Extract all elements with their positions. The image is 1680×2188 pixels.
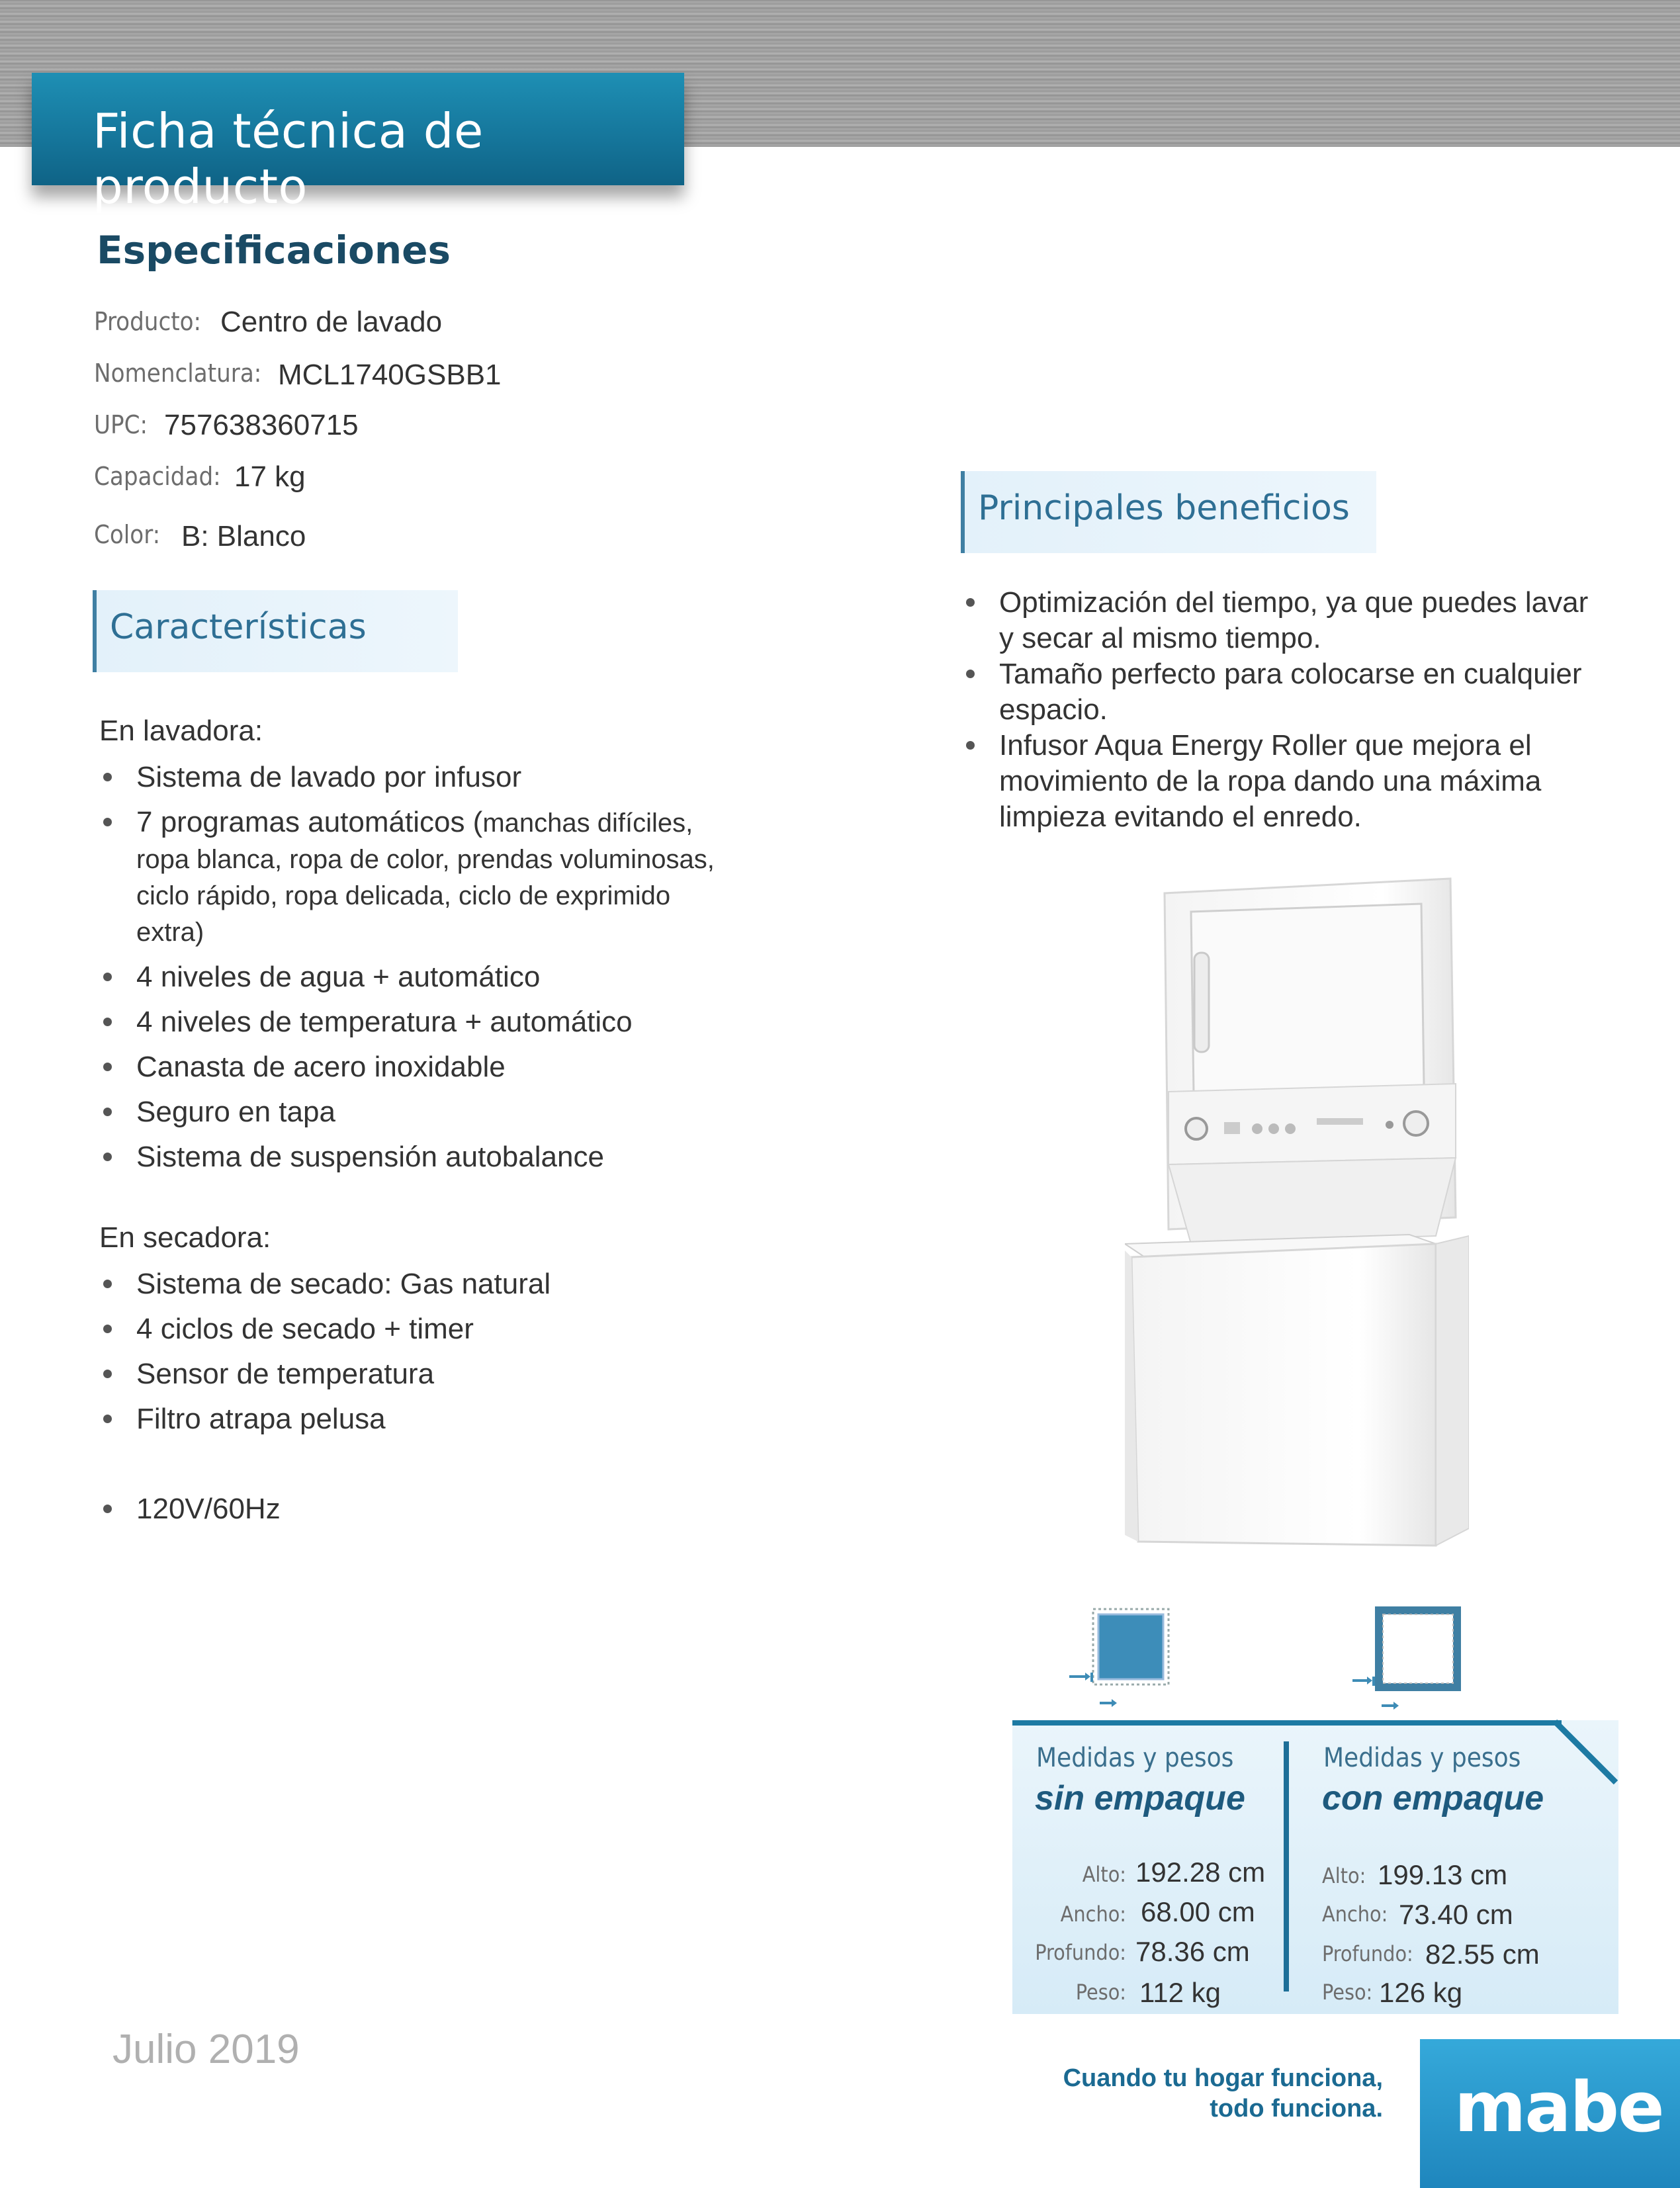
specs-heading: Especificaciones	[97, 228, 451, 273]
spec-label-upc: UPC:	[94, 410, 148, 439]
beneficios-list	[961, 585, 1596, 835]
list-item: Sensor de temperatura	[98, 1356, 720, 1392]
medidas-separator	[1284, 1741, 1289, 1991]
caracteristicas-heading: Características	[110, 607, 367, 647]
spec-label-nomenclatura: Nomenclatura:	[94, 359, 262, 388]
con-empaque-heading: Medidas y pesos	[1323, 1743, 1521, 1773]
con-value-profundo: 82.55 cm	[1425, 1939, 1540, 1970]
con-empaque-box-icon	[1350, 1601, 1469, 1720]
beneficios-heading: Principales beneficios	[978, 488, 1350, 528]
beneficios-heading-box	[961, 471, 1376, 553]
page-title: Ficha técnica de producto	[93, 103, 484, 214]
list-item: Infusor Aqua Energy Roller que mejora el movimiento de la ropa dando una máxima limpieza evitando el enredo.	[961, 728, 1596, 835]
con-value-peso: 126 kg	[1379, 1977, 1463, 2008]
list-item: 4 ciclos de secado + timer	[98, 1311, 720, 1347]
con-value-ancho: 73.40 cm	[1399, 1899, 1513, 1930]
medidas-corner-line	[1552, 1719, 1618, 1785]
spec-value-nomenclatura: MCL1740GSBB1	[278, 359, 502, 391]
list-item: Sistema de secado: Gas natural	[98, 1266, 720, 1302]
con-label-peso: Peso:	[1322, 1980, 1373, 2005]
sin-empaque-subheading: sin empaque	[1035, 1779, 1245, 1817]
mabe-logo: mabe	[1420, 2039, 1680, 2188]
list-item: 4 niveles de temperatura + automático	[98, 1004, 720, 1040]
medidas-top-line	[1012, 1720, 1562, 1726]
washer-intro: En lavadora:	[99, 715, 263, 747]
con-label-alto: Alto:	[1322, 1863, 1366, 1888]
washer-features-list	[98, 760, 720, 1184]
power-list	[98, 1491, 720, 1527]
document-date: Julio 2019	[112, 2027, 300, 2072]
spec-value-producto: Centro de lavado	[220, 306, 443, 338]
sin-label-ancho: Ancho:	[1060, 1902, 1126, 1927]
con-label-ancho: Ancho:	[1322, 1902, 1388, 1927]
list-item: 7 programas automáticos (manchas difíciles, ropa blanca, ropa de color, prendas voluminosas, ciclo rápido, ropa delicada, ciclo de exprimido extra)	[98, 805, 720, 950]
brand-slogan: Cuando tu hogar funciona, todo funciona.	[1063, 2064, 1383, 2122]
list-item: Canasta de acero inoxidable	[98, 1049, 720, 1085]
product-image-washer-dryer	[1125, 873, 1469, 1555]
list-item: Filtro atrapa pelusa	[98, 1401, 720, 1437]
con-value-alto: 199.13 cm	[1378, 1859, 1508, 1890]
dryer-features-list	[98, 1266, 720, 1446]
list-item: 4 niveles de agua + automático	[98, 959, 720, 995]
sin-label-alto: Alto:	[1082, 1862, 1126, 1887]
list-item: Tamaño perfecto para colocarse en cualquier espacio.	[961, 656, 1596, 728]
spec-value-capacidad: 17 kg	[234, 460, 306, 493]
sin-value-ancho: 68.00 cm	[1141, 1896, 1255, 1927]
title-tab	[32, 73, 684, 214]
sin-value-alto: 192.28 cm	[1135, 1857, 1266, 1888]
spec-value-color: B: Blanco	[181, 520, 306, 552]
con-label-profundo: Profundo:	[1322, 1941, 1413, 1966]
list-item: Seguro en tapa	[98, 1094, 720, 1130]
caracteristicas-heading-box	[93, 590, 458, 672]
programs-detail: manchas difíciles, ropa blanca, ropa de color, prendas voluminosas, ciclo rápido, ropa delicada, ciclo de exprimido extra)	[136, 809, 715, 947]
spec-label-color: Color:	[94, 520, 161, 549]
sin-empaque-heading: Medidas y pesos	[1036, 1743, 1234, 1773]
sin-empaque-box-icon	[1065, 1604, 1178, 1716]
list-item: Sistema de lavado por infusor	[98, 760, 720, 795]
sin-value-profundo: 78.36 cm	[1135, 1936, 1250, 1967]
sin-label-profundo: Profundo:	[1035, 1940, 1126, 1965]
spec-label-producto: Producto:	[94, 307, 202, 336]
sin-value-peso: 112 kg	[1139, 1977, 1221, 2008]
sin-label-peso: Peso:	[1075, 1980, 1126, 2005]
dryer-intro: En secadora:	[99, 1221, 271, 1254]
con-empaque-subheading: con empaque	[1322, 1779, 1544, 1817]
list-item: 120V/60Hz	[98, 1491, 720, 1527]
spec-value-upc: 757638360715	[164, 409, 359, 441]
list-item: Sistema de suspensión autobalance	[98, 1139, 720, 1175]
list-item: Optimización del tiempo, ya que puedes lavar y secar al mismo tiempo.	[961, 585, 1596, 656]
spec-label-capacidad: Capacidad:	[94, 462, 221, 491]
